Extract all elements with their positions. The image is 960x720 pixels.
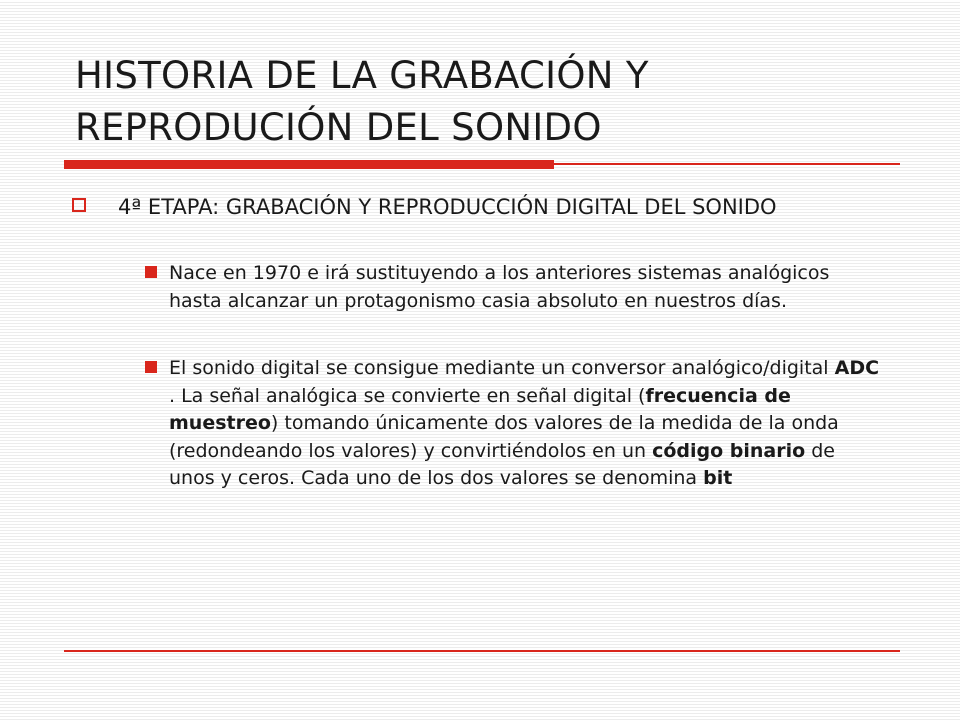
sub-bullet-2-bold-frecuencia: frecuencia de muestreo	[169, 384, 791, 434]
sub-bullet-2-bold-adc: ADC	[834, 357, 880, 379]
filled-square-bullet-icon	[145, 266, 157, 278]
sub-bullet-1	[145, 260, 885, 315]
footer-divider	[64, 650, 900, 652]
filled-square-bullet-icon	[145, 361, 157, 373]
sub-bullet-2-bold-bit: bit	[703, 467, 733, 489]
hollow-square-bullet-icon	[72, 198, 86, 212]
sub-bullet-2-seg4: de unos y ceros. Cada uno de los dos valores se denomina	[169, 439, 835, 489]
sub-bullet-2-bold-codigo: código binario	[652, 439, 806, 462]
slide-title-line-2: REPRODUCIÓN DEL SONIDO	[75, 106, 602, 149]
sub-bullet-1-text: Nace en 1970 e irá sustituyendo a los anteriores sistemas analógicos hasta alcanzar un protagonismo casia absoluto en nuestros días.	[169, 262, 830, 312]
sub-bullet-2-text	[169, 355, 885, 493]
main-bullet-text: 4ª ETAPA: GRABACIÓN Y REPRODUCCIÓN DIGITAL DEL SONIDO	[118, 195, 777, 219]
slide-title-line-1: HISTORIA DE LA GRABACIÓN Y	[75, 54, 649, 97]
slide-title	[75, 50, 915, 154]
title-divider-accent	[64, 160, 554, 169]
main-bullet	[72, 192, 892, 222]
sub-bullet-2	[145, 355, 885, 493]
sub-bullet-2-seg2: . La señal analógica se convierte en señal digital (	[169, 384, 646, 407]
sub-bullet-2-seg1: El sonido digital se consigue mediante un conversor analógico/digital	[169, 357, 835, 379]
sub-bullet-2-seg3: ) tomando únicamente dos valores de la medida de la onda (redondeando los valores) y convirtiéndolos en un	[169, 412, 839, 462]
